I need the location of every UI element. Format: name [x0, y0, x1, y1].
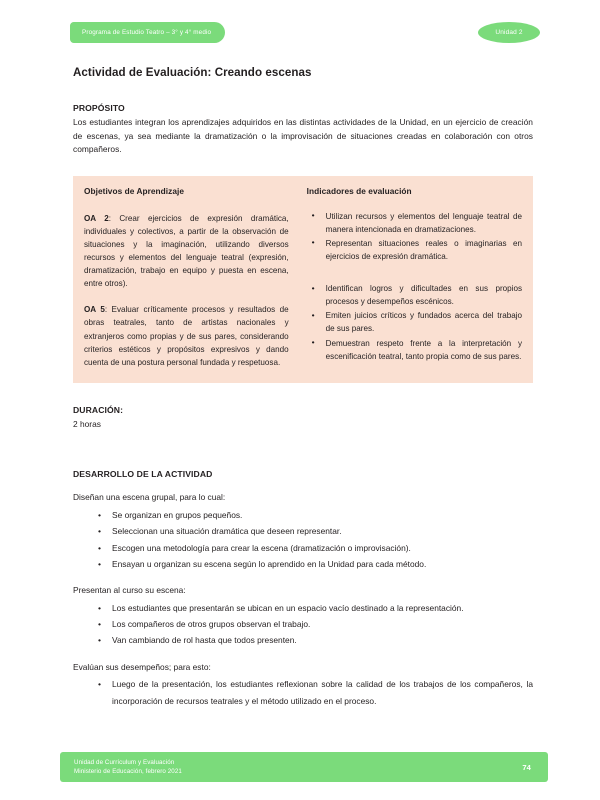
list-item: • Van cambiando de rol hasta que todos presenten. — [73, 632, 533, 648]
duration-value: 2 horas — [73, 418, 101, 429]
development-list — [73, 507, 533, 572]
objective-label: OA 5 — [84, 305, 105, 315]
page-header — [70, 22, 540, 44]
development-intro: Evalúan sus desempeños; para esto: — [73, 661, 211, 672]
list-item: • Luego de la presentación, los estudiantes reflexionan sobre la calidad de los trabajos de los compañeros, la incorporación de recursos teatrales y el método utilizado en el proceso. — [73, 676, 533, 709]
objective-item — [84, 303, 289, 368]
purpose-section — [73, 103, 533, 157]
list-item: • Escogen una metodología para crear la escena (dramatización o improvisación). — [73, 540, 533, 556]
duration-section — [73, 405, 533, 432]
development-intro: Diseñan una escena grupal, para lo cual: — [73, 492, 226, 503]
unit-badge — [478, 22, 540, 43]
list-item: • Se organizan en grupos pequeños. — [73, 507, 533, 523]
indicators-group-one — [310, 210, 522, 263]
development-group — [73, 584, 533, 648]
page-content — [73, 66, 533, 709]
development-group — [73, 661, 533, 709]
development-list — [73, 600, 533, 649]
indicators-column — [307, 186, 522, 369]
list-item: • Los estudiantes que presentarán se ubican en un espacio vacío destinado a la representación. — [73, 600, 533, 616]
list-item: • Ensayan u organizan su escena según lo aprendido en la Unidad para cada método. — [73, 556, 533, 572]
list-item: • Representan situaciones reales o imaginarias en ejercicios de expresión dramática. — [310, 237, 522, 263]
objectives-column — [84, 186, 307, 369]
objectives-column-header: Objetivos de Aprendizaje — [84, 185, 185, 196]
list-item: • Seleccionan una situación dramática que deseen representar. — [73, 523, 533, 539]
indicators-group-two — [310, 282, 522, 363]
page-footer — [60, 752, 548, 782]
objective-text: : Crear ejercicios de expresión dramática, individuales y colectivos, a partir de la observación de situaciones y la imaginación, utilizando diversos recursos y elementos del lenguaje teatral (expresión, dramatización, trabajo en equipo y puesta en escena, entre otros). — [84, 213, 289, 289]
footer-line-one: Unidad de Currículum y Evaluación — [74, 758, 175, 766]
list-item: • Los compañeros de otros grupos observan el trabajo. — [73, 616, 533, 632]
development-group — [73, 491, 533, 572]
objective-item — [84, 212, 289, 291]
objective-label: OA 2 — [84, 213, 109, 223]
page-number: 74 — [522, 762, 531, 772]
indicators-column-header: Indicadores de evaluación — [306, 185, 412, 196]
program-tag — [70, 22, 225, 43]
purpose-text: Los estudiantes integran los aprendizajes adquiridos en las distintas actividades de la Unidad, en un ejercicio de creación de escenas, ya sea mediante la dramatización o la improvisación de situaciones creadas en colaboración con otros compañeros. — [73, 117, 533, 155]
footer-org — [74, 758, 182, 776]
indicators-spacer — [307, 264, 522, 282]
purpose-heading: PROPÓSITO — [73, 103, 125, 113]
development-intro: Presentan al curso su escena: — [73, 585, 186, 596]
page-title: Actividad de Evaluación: Creando escenas — [73, 66, 312, 79]
list-item: • Identifican logros y dificultades en sus propios procesos y desempeños escénicos. — [310, 282, 522, 308]
footer-line-two: Ministerio de Educación, febrero 2021 — [74, 768, 182, 775]
list-item: • Emiten juicios críticos y fundados acerca del trabajo de sus pares. — [310, 309, 522, 335]
objectives-indicators-table — [73, 176, 533, 383]
unit-badge-label: Unidad 2 — [495, 29, 523, 36]
list-item: • Demuestran respeto frente a la interpretación y escenificación teatral, tanto propia como de sus pares. — [310, 337, 522, 363]
development-list — [73, 676, 533, 709]
development-section — [73, 469, 533, 708]
objective-text: : Evaluar críticamente procesos y resultados de obras teatrales, tanto de artistas nacionales y extranjeros como propias y de sus pares, considerando criterios estéticos y propósitos expresivos y dando cuenta de una postura personal fundada y respetuosa. — [84, 305, 289, 367]
duration-heading: DURACIÓN: — [73, 404, 124, 415]
list-item: • Utilizan recursos y elementos del lenguaje teatral de manera intencionada en dramatizaciones. — [310, 210, 522, 236]
program-tag-label: Programa de Estudio Teatro – 3° y 4° medio — [82, 29, 212, 36]
development-heading: DESARROLLO DE LA ACTIVIDAD — [73, 469, 213, 480]
